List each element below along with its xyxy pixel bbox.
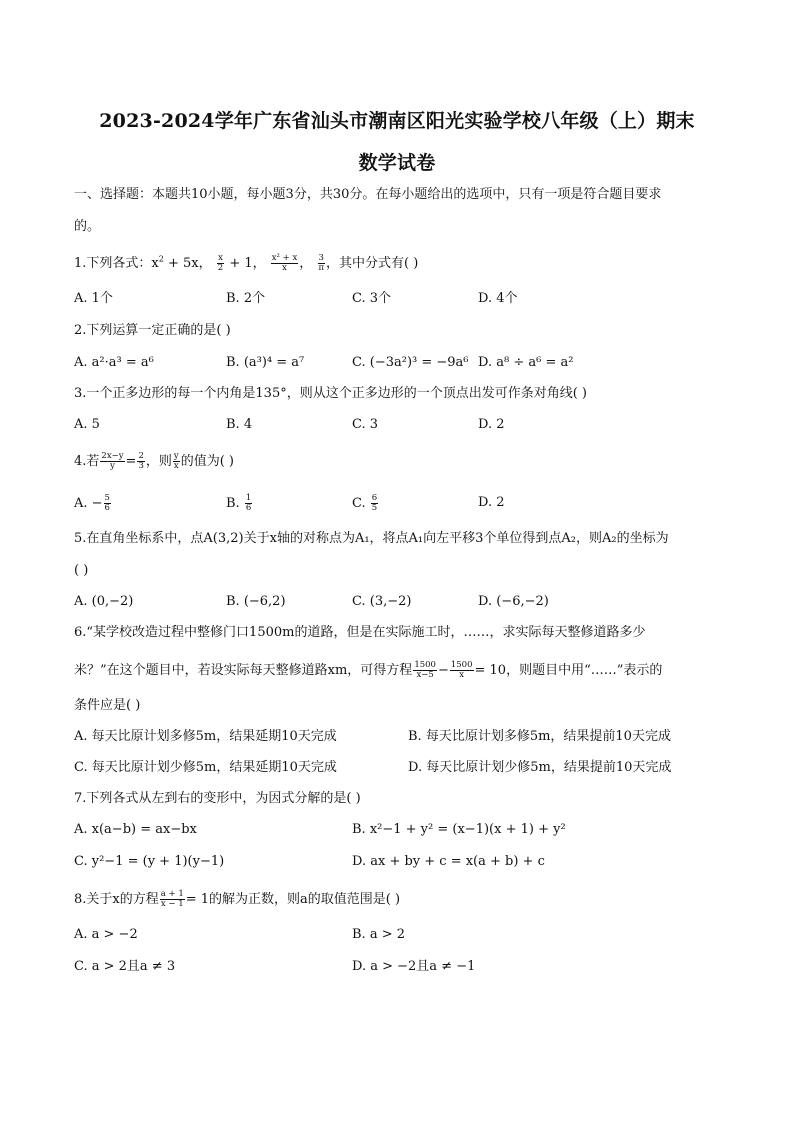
exam-title-line1: 2023-2024学年广东省汕头市潮南区阳光实验学校八年级（上）期末	[99, 110, 695, 132]
q2-option-b: B. (a³)⁴ = a⁷	[226, 355, 305, 370]
question-3-stem: 3.一个正多边形的每一个内角是135°，则从这个正多边形的一个顶点出发可作条对角线( )	[74, 386, 587, 401]
q8-option-d: D. a > −2且a ≠ −1	[352, 959, 476, 974]
q6-option-b: B. 每天比原计划多修5m，结果提前10天完成	[408, 729, 671, 744]
question-6-stem-line2: 米？”在这个题目中，若设实际每天整修道路xm，可得方程 $\frac{1500}{x-5}$ − $\frac{1500}{x}$ = 10，则题目中用“……”表示的	[74, 660, 663, 680]
question-2-stem: 2.下列运算一定正确的是( )	[74, 323, 231, 338]
fraction: $\frac{2}{3}$	[138, 451, 144, 471]
q2-option-c: C. (−3a²)³ = −9a⁶	[352, 355, 469, 370]
q7-option-a: A. x(a−b) = ax−bx	[74, 822, 197, 837]
q6-option-c: C. 每天比原计划少修5m，结果延期10天完成	[74, 760, 337, 775]
fraction: $\frac{a + 1}{x - 1}$	[160, 889, 184, 909]
section-intro-line2: 的。	[74, 219, 101, 234]
question-1-stem: 1.下列各式：$x^2 + 5x$， $\frac{x}{2}$ + 1， $\frac{\text{x² + x}}{x}$ ， $\frac{3}{\pi}$ ，其中分式有( )	[74, 253, 419, 273]
fraction: $\frac{1500}{x-5}$	[414, 660, 436, 680]
fraction: $\frac{\text{x² + x}}{x}$	[271, 253, 298, 273]
q7-option-d: D. ax + by + c = x(a + b) + c	[352, 854, 545, 869]
q1-option-b: B. 2个	[226, 291, 266, 306]
question-8-stem: 8.关于x的方程 $\frac{a + 1}{x - 1}$ = 1的解为正数，则a的取值范围是( )	[74, 889, 401, 909]
question-4-stem: 4.若 $\frac{2x-y}{y}$ = $\frac{2}{3}$ ，则 $\frac{y}{x}$ 的值为( )	[74, 451, 234, 471]
q2-option-a: A. a²·a³ = a⁶	[74, 355, 154, 370]
q8-option-c: C. a > 2且a ≠ 3	[74, 959, 176, 974]
q1-option-c: C. 3个	[352, 291, 392, 306]
q4-option-d: D. 2	[478, 495, 505, 510]
question-6-stem-line3: 条件应是( )	[74, 698, 141, 713]
q2-option-d: D. a⁸ ÷ a⁶ = a²	[478, 355, 574, 370]
q7-option-c: C. y²−1 = (y + 1)(y−1)	[74, 854, 225, 869]
q3-option-c: C. 3	[352, 417, 379, 432]
question-5-stem-line2: ( )	[74, 563, 89, 578]
fraction: $\frac{y}{x}$	[173, 451, 179, 471]
exam-title-line2: 数学试卷	[358, 152, 436, 174]
q4-option-c: C. $\frac{6}{5}$	[352, 493, 378, 513]
q6-option-a: A. 每天比原计划多修5m，结果延期10天完成	[74, 729, 337, 744]
q5-option-d: D. (−6,−2)	[478, 594, 549, 609]
fraction: $\frac{1500}{x}$	[450, 660, 473, 680]
q5-option-a: A. (0,−2)	[74, 594, 134, 609]
q3-option-b: B. 4	[226, 417, 253, 432]
question-5-stem-line1: 5.在直角坐标系中，点A(3,2)关于x轴的对称点为A₁，将点A₁向左平移3个单位得到点A₂，则A₂的坐标为	[74, 531, 669, 546]
q3-option-a: A. 5	[74, 417, 100, 432]
question-7-stem: 7.下列各式从左到右的变形中，为因式分解的是( )	[74, 791, 361, 806]
q5-option-c: C. (3,−2)	[352, 594, 412, 609]
q8-option-b: B. a > 2	[352, 927, 405, 942]
q4-option-a: A. − $\frac{5}{6}$	[74, 493, 110, 513]
q4-option-b: B. $\frac{1}{6}$	[226, 493, 252, 513]
q3-option-d: D. 2	[478, 417, 505, 432]
fraction: $\frac{x}{2}$	[217, 253, 224, 273]
section-intro-line1: 一、选择题：本题共10小题，每小题3分，共30分。在每小题给出的选项中，只有一项是符合题目要求	[74, 187, 662, 202]
q5-option-b: B. (−6,2)	[226, 594, 286, 609]
question-6-stem-line1: 6.“某学校改造过程中整修门口1500m的道路，但是在实际施工时，……，求实际每天整修道路多少	[74, 625, 646, 640]
q1-option-a: A. 1个	[74, 291, 113, 306]
q7-option-b: B. x²−1 + y² = (x−1)(x + 1) + y²	[352, 822, 566, 837]
q8-option-a: A. a > −2	[74, 927, 138, 942]
fraction: $\frac{2x-y}{y}$	[101, 451, 124, 471]
fraction: $\frac{3}{\pi}$	[318, 253, 325, 273]
q6-option-d: D. 每天比原计划少修5m，结果提前10天完成	[408, 760, 672, 775]
q1-option-d: D. 4个	[478, 291, 518, 306]
